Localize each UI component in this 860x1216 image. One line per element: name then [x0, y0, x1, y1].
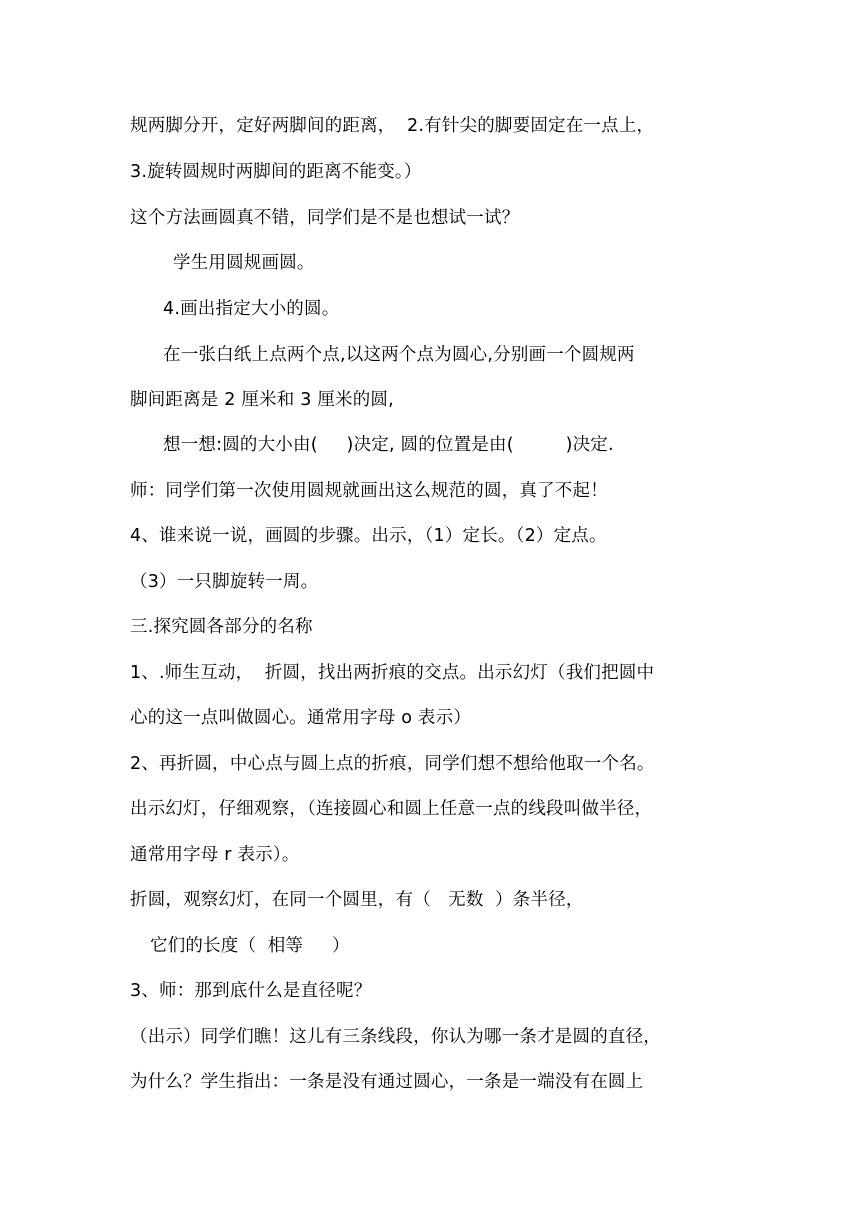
text-line: 3.旋转圆规时两脚间的距离不能变。） [130, 162, 422, 182]
text-line: 师：同学们第一次使用圆规就画出这么规范的圆，真了不起！ [130, 481, 608, 501]
text-line: 为什么？学生指出：一条是没有通过圆心，一条是一端没有在圆上 [130, 1072, 644, 1092]
text-line: 1、.师生互动， 折圆，找出两折痕的交点。出示幻灯（我们把圆中 [130, 663, 655, 683]
text-line: 这个方法画圆真不错，同学们是不是也想试一试？ [130, 208, 520, 228]
text-line: （出示）同学们瞧！这儿有三条线段，你认为哪一条才是圆的直径， [130, 1027, 661, 1047]
text-line: 学生用圆规画圆。 [173, 253, 315, 273]
section-heading: 三.探究圆各部分的名称 [130, 617, 313, 637]
text-line: 脚间距离是 2 厘米和 3 厘米的圆, [130, 390, 394, 410]
text-line: 规两脚分开，定好两脚间的距离， 2.有针尖的脚要固定在一点上， [130, 116, 655, 136]
text-line: 想一想:圆的大小由( )决定, 圆的位置是由( )决定. [163, 435, 614, 455]
text-line: 心的这一点叫做圆心。通常用字母 o 表示） [130, 708, 472, 728]
text-line: 它们的长度（ 相等 ） [150, 936, 350, 956]
text-line: 4、谁来说一说，画圆的步骤。出示，（1）定长。（2）定点。 [130, 526, 607, 546]
text-line: （3）一只脚旋转一周。 [130, 572, 319, 592]
text-line: 在一张白纸上点两个点,以这两个点为圆心,分别画一个圆规两 [163, 345, 635, 365]
text-line: 通常用字母 r 表示）。 [130, 845, 300, 865]
text-line: 4.画出指定大小的圆。 [163, 299, 340, 319]
text-line: 出示幻灯，仔细观察，（连接圆心和圆上任意一点的线段叫做半径， [130, 799, 653, 819]
text-line: 折圆，观察幻灯，在同一个圆里，有（ 无数 ）条半径， [130, 890, 584, 910]
text-line: 2、再折圆，中心点与圆上点的折痕，同学们想不想给他取一个名。 [130, 754, 655, 774]
text-line: 3、师：那到底什么是直径呢？ [130, 981, 372, 1001]
